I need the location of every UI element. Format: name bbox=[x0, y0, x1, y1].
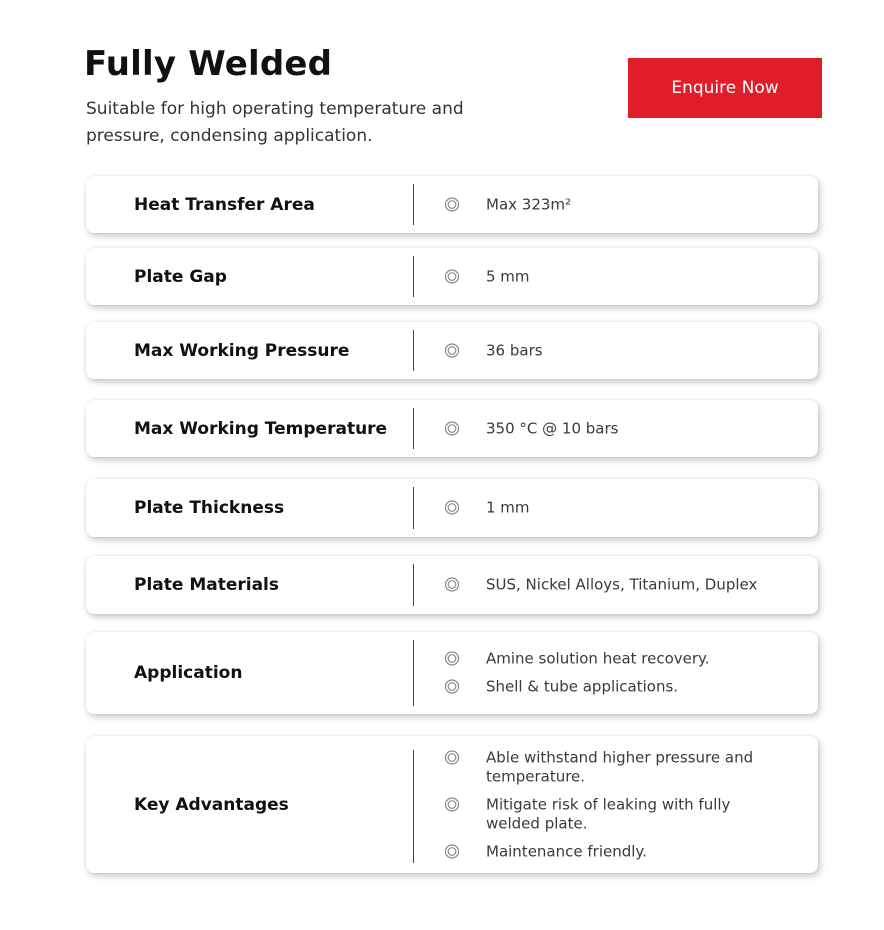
radio-circle-icon bbox=[444, 651, 460, 667]
spec-card-application bbox=[86, 632, 818, 714]
spec-value-item bbox=[444, 419, 800, 438]
spec-value-text: Amine solution heat recovery. bbox=[486, 649, 710, 668]
radio-circle-icon bbox=[444, 749, 460, 765]
spec-label: Plate Gap bbox=[134, 266, 227, 287]
spec-value-text: 1 mm bbox=[486, 498, 530, 517]
spec-label: Max Working Pressure bbox=[134, 340, 350, 361]
spec-label: Heat Transfer Area bbox=[134, 194, 315, 215]
spec-values bbox=[444, 576, 800, 595]
page-title: Fully Welded bbox=[84, 44, 333, 84]
spec-label: Key Advantages bbox=[134, 794, 289, 815]
spec-card-plate-materials bbox=[86, 556, 818, 614]
spec-value-text: SUS, Nickel Alloys, Titanium, Duplex bbox=[486, 575, 758, 594]
spec-card-max-working-pressure bbox=[86, 322, 818, 379]
spec-value-text: Able withstand higher pressure and temperature. bbox=[486, 748, 754, 785]
spec-divider bbox=[413, 330, 414, 371]
spec-label: Plate Materials bbox=[134, 575, 280, 595]
spec-value-item bbox=[444, 576, 800, 595]
spec-value-text: 36 bars bbox=[486, 341, 543, 359]
radio-circle-icon bbox=[444, 420, 460, 436]
spec-label: Max Working Temperature bbox=[134, 418, 388, 439]
radio-circle-icon bbox=[444, 679, 460, 695]
spec-value-item bbox=[444, 678, 800, 697]
spec-card-max-working-temperature bbox=[86, 400, 818, 457]
spec-card-key-advantages bbox=[86, 736, 818, 873]
spec-value-item bbox=[444, 795, 782, 833]
spec-divider bbox=[413, 640, 414, 706]
spec-divider bbox=[413, 564, 414, 606]
spec-label: Application bbox=[134, 663, 243, 683]
radio-circle-icon bbox=[444, 196, 460, 212]
radio-circle-icon bbox=[444, 796, 460, 812]
spec-divider bbox=[413, 487, 414, 529]
spec-values bbox=[444, 419, 800, 438]
radio-circle-icon bbox=[444, 843, 460, 859]
spec-divider bbox=[413, 750, 414, 863]
radio-circle-icon bbox=[444, 500, 460, 516]
spec-value-item bbox=[444, 748, 782, 786]
spec-value-item bbox=[444, 195, 800, 214]
enquire-now-button[interactable]: Enquire Now bbox=[628, 58, 822, 118]
spec-value-text: Maintenance friendly. bbox=[486, 842, 647, 860]
spec-values bbox=[444, 341, 800, 360]
spec-values bbox=[444, 267, 800, 286]
radio-circle-icon bbox=[444, 577, 460, 593]
spec-value-text: Shell & tube applications. bbox=[486, 677, 679, 696]
spec-divider bbox=[413, 256, 414, 297]
radio-circle-icon bbox=[444, 342, 460, 358]
spec-value-item bbox=[444, 267, 800, 286]
spec-value-item bbox=[444, 499, 800, 518]
spec-label: Plate Thickness bbox=[134, 498, 285, 518]
spec-card-heat-transfer-area bbox=[86, 176, 818, 233]
spec-value-text: Max 323m² bbox=[486, 195, 572, 213]
spec-divider bbox=[413, 408, 414, 449]
spec-card-plate-thickness bbox=[86, 479, 818, 537]
spec-values bbox=[444, 650, 800, 697]
page-subtitle: Suitable for high operating temperature and pressure, condensing application. bbox=[86, 99, 464, 146]
spec-value-item bbox=[444, 341, 800, 360]
spec-value-item bbox=[444, 842, 782, 861]
spec-value-text: 350 °C @ 10 bars bbox=[486, 419, 619, 437]
spec-values bbox=[444, 499, 800, 518]
spec-values bbox=[444, 748, 782, 861]
spec-card-plate-gap bbox=[86, 248, 818, 305]
spec-value-text: 5 mm bbox=[486, 267, 530, 285]
spec-value-text: Mitigate risk of leaking with fully welded plate. bbox=[486, 795, 731, 832]
spec-divider bbox=[413, 184, 414, 225]
radio-circle-icon bbox=[444, 268, 460, 284]
spec-value-item bbox=[444, 650, 800, 669]
spec-values bbox=[444, 195, 800, 214]
